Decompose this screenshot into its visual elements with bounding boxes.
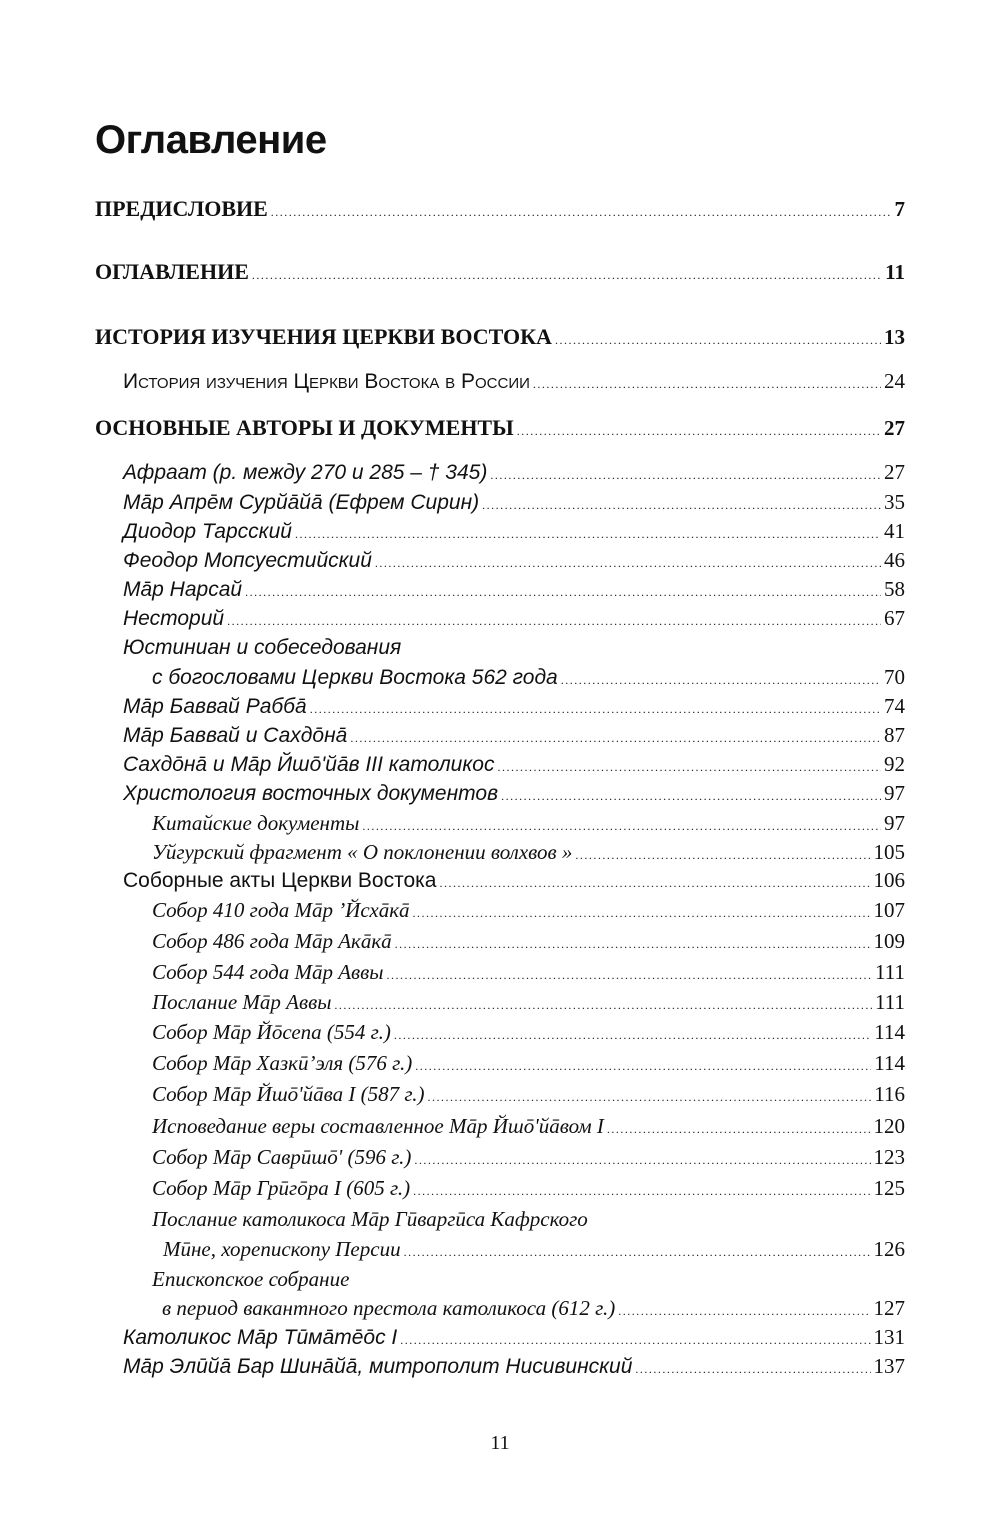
toc-entry[interactable] <box>123 519 905 544</box>
toc-entry-page: 137 <box>873 1354 905 1378</box>
toc-entry-page: 13 <box>884 325 905 349</box>
toc-entry[interactable] <box>123 490 905 515</box>
leader-dots <box>350 731 881 746</box>
toc-entry[interactable] <box>123 369 905 394</box>
toc-entry[interactable] <box>123 636 905 660</box>
toc-entry-page: 74 <box>884 694 905 718</box>
leader-dots <box>439 876 870 891</box>
leader-dots <box>415 1059 871 1074</box>
leader-dots <box>413 1184 870 1199</box>
toc-entry-title: Мāр Нарсай <box>123 578 243 601</box>
toc-entry-page: 11 <box>885 260 905 284</box>
toc-entry-title: Собор 410 года Мāр ’Йсхāкā <box>152 898 410 922</box>
toc-entry-title: Сахдōнā и Мāр Йшō'йāв III католикос <box>123 753 495 776</box>
leader-dots <box>533 377 881 392</box>
toc-entry[interactable] <box>152 665 905 690</box>
toc-entry[interactable] <box>152 1082 905 1107</box>
toc-entry-title: Собор Мāр Хазкӣ’эля (576 г.) <box>152 1051 413 1075</box>
toc-entry-title: Мӣне, хорепископу Персии <box>163 1237 401 1261</box>
toc-entry-title: Диодор Тарсский <box>123 520 292 543</box>
toc-entry-page: 97 <box>884 781 905 805</box>
leader-dots <box>375 556 881 571</box>
toc-entry[interactable] <box>152 960 905 985</box>
toc-entry[interactable] <box>95 324 905 350</box>
toc-entry-page: 127 <box>873 1296 905 1320</box>
toc-entry[interactable] <box>123 548 905 573</box>
toc-entry-title: Афраат (р. между 270 и 285 – † 345) <box>123 461 488 484</box>
toc-entry-page: 92 <box>884 752 905 776</box>
leader-dots <box>414 1153 870 1168</box>
toc-entry-page: 111 <box>875 960 905 984</box>
toc-entry-title: Собор 486 года Мāр Акāкā <box>152 929 392 953</box>
toc-entry-title: Христология восточных документов <box>123 782 499 805</box>
toc-entry-page: 106 <box>873 868 905 892</box>
toc-entry[interactable] <box>152 1114 905 1139</box>
toc-entry[interactable] <box>152 1176 905 1201</box>
toc-entry-title: Послание Мāр Аввы <box>152 990 332 1014</box>
leader-dots <box>310 702 881 717</box>
toc-entry-page: 41 <box>884 519 905 543</box>
toc-entry[interactable] <box>123 1354 905 1379</box>
toc-entry-title: Католикос Мāр Тӣмāтēōс I <box>123 1326 398 1349</box>
toc-entry[interactable] <box>123 752 905 777</box>
page-number: 11 <box>490 1432 510 1454</box>
leader-dots <box>271 205 892 220</box>
toc-entry[interactable] <box>123 577 905 602</box>
toc-entry-page: 114 <box>874 1051 905 1075</box>
toc-entry[interactable] <box>152 1267 905 1292</box>
toc-entry-page: 111 <box>875 990 905 1014</box>
page-title: Оглавление <box>95 118 327 162</box>
leader-dots <box>386 968 872 983</box>
leader-dots <box>394 1028 871 1043</box>
toc-entry-page: 27 <box>884 416 905 440</box>
toc-entry-page: 120 <box>873 1114 905 1138</box>
toc-entry-page: 109 <box>873 929 905 953</box>
leader-dots <box>482 498 881 513</box>
toc-entry-title: Мāр Баввай Раббā <box>123 695 307 718</box>
leader-dots <box>428 1090 872 1105</box>
toc-entry-title: ОГЛАВЛЕНИЕ <box>95 259 249 284</box>
leader-dots <box>618 1304 870 1319</box>
toc-entry-title: Феодор Мопсуестийский <box>123 549 372 572</box>
toc-entry[interactable] <box>123 606 905 631</box>
leader-dots <box>295 527 881 542</box>
toc-entry-title: Собор Мāр Йōсепа (554 г.) <box>152 1020 391 1044</box>
leader-dots <box>404 1245 871 1260</box>
toc-entry[interactable] <box>123 694 905 719</box>
toc-entry[interactable] <box>152 811 905 836</box>
toc-entry-page: 67 <box>884 606 905 630</box>
toc-entry[interactable] <box>123 723 905 748</box>
leader-dots <box>607 1122 871 1137</box>
toc-entry-title: Послание католикоса Мāр Гӣваргӣса Кафрского <box>152 1207 588 1231</box>
toc-entry-page: 107 <box>873 898 905 922</box>
toc-entry-page: 70 <box>884 665 905 689</box>
toc-entry[interactable] <box>152 990 905 1015</box>
toc-entry-title: Епископское собрание <box>152 1267 350 1291</box>
toc-entry-title: Китайские документы <box>152 811 360 835</box>
toc-entry-title: с богословами Церкви Востока 562 года <box>152 666 558 689</box>
toc-entry[interactable] <box>152 1207 905 1232</box>
toc-entry[interactable] <box>123 1325 905 1350</box>
toc-entry-page: 46 <box>884 548 905 572</box>
leader-dots <box>501 789 881 804</box>
toc-entry-page: 116 <box>874 1082 905 1106</box>
leader-dots <box>362 819 881 834</box>
toc-entry-page: 27 <box>884 460 905 484</box>
toc-entry[interactable] <box>95 415 905 441</box>
leader-dots <box>497 760 881 775</box>
toc-entry-title: Мāр Элӣйā Бар Шинāйā, митрополит Нисивинский <box>123 1355 633 1378</box>
toc-entry-title: в период вакантного престола католикоса (612 г.) <box>162 1296 616 1320</box>
toc-entry-title: Уйгурский фрагмент « О поклонении волхвов » <box>152 840 573 864</box>
leader-dots <box>635 1362 870 1377</box>
toc-entry-title: Несторий <box>123 607 225 630</box>
toc-entry-title: ОСНОВНЫЕ АВТОРЫ И ДОКУМЕНТЫ <box>95 415 514 440</box>
toc-entry-page: 131 <box>873 1325 905 1349</box>
toc-entry-title: История изучения Церкви Востока в России <box>123 370 530 393</box>
toc-entry[interactable] <box>95 259 905 285</box>
toc-entry[interactable] <box>152 898 905 923</box>
toc-entry[interactable] <box>152 840 905 865</box>
toc-entry-page: 125 <box>873 1176 905 1200</box>
leader-dots <box>252 268 882 283</box>
toc-entry-title: Собор Мāр Саврӣшō' (596 г.) <box>152 1145 412 1169</box>
toc-entry[interactable] <box>123 781 905 806</box>
leader-dots <box>400 1333 870 1348</box>
toc-entry-title: Юстиниан и собеседования <box>123 636 402 659</box>
toc-entry-title: Исповедание веры составленное Мāр Йшō'йāвом I <box>152 1114 604 1138</box>
toc-entry[interactable] <box>152 1051 905 1076</box>
leader-dots <box>413 906 871 921</box>
toc-entry[interactable] <box>152 1020 905 1045</box>
leader-dots <box>575 848 870 863</box>
toc-entry-page: 58 <box>884 577 905 601</box>
toc-entry[interactable] <box>163 1237 905 1262</box>
toc-entry-title: ИСТОРИЯ ИЗУЧЕНИЯ ЦЕРКВИ ВОСТОКА <box>95 324 552 349</box>
toc-entry-page: 114 <box>874 1020 905 1044</box>
toc-entry-page: 87 <box>884 723 905 747</box>
leader-dots <box>245 585 881 600</box>
toc-entry-title: ПРЕДИСЛОВИЕ <box>95 196 268 221</box>
toc-entry[interactable] <box>162 1296 905 1321</box>
leader-dots <box>517 424 881 439</box>
toc-entry-page: 97 <box>884 811 905 835</box>
toc-entry-page: 24 <box>884 369 905 393</box>
leader-dots <box>555 333 881 348</box>
toc-entry-page: 35 <box>884 490 905 514</box>
toc-entry-title: Собор Мāр Грӣгōра I (605 г.) <box>152 1176 411 1200</box>
toc-entry[interactable] <box>152 929 905 954</box>
toc-entry-title: Собор 544 года Мāр Аввы <box>152 960 384 984</box>
toc-entry-page: 7 <box>894 197 905 221</box>
toc-entry-page: 105 <box>873 840 905 864</box>
toc-entry[interactable] <box>123 868 905 893</box>
toc-entry[interactable] <box>95 196 905 222</box>
leader-dots <box>490 468 881 483</box>
leader-dots <box>227 614 881 629</box>
toc-entry-page: 126 <box>873 1237 905 1261</box>
toc-entry-title: Мāр Баввай и Сахдōнā <box>123 724 348 747</box>
toc-entry-page: 123 <box>873 1145 905 1169</box>
leader-dots <box>395 937 871 952</box>
toc-entry[interactable] <box>152 1145 905 1170</box>
toc-entry-title: Мāр Апрēм Сурйāйā (Ефрем Сирин) <box>123 491 480 514</box>
toc-entry-title: Соборные акты Церкви Востока <box>123 869 437 892</box>
leader-dots <box>334 998 872 1013</box>
leader-dots <box>561 673 881 688</box>
toc-entry-title: Собор Мāр Йшō'йāва I (587 г.) <box>152 1082 425 1106</box>
toc-entry[interactable] <box>123 460 905 485</box>
